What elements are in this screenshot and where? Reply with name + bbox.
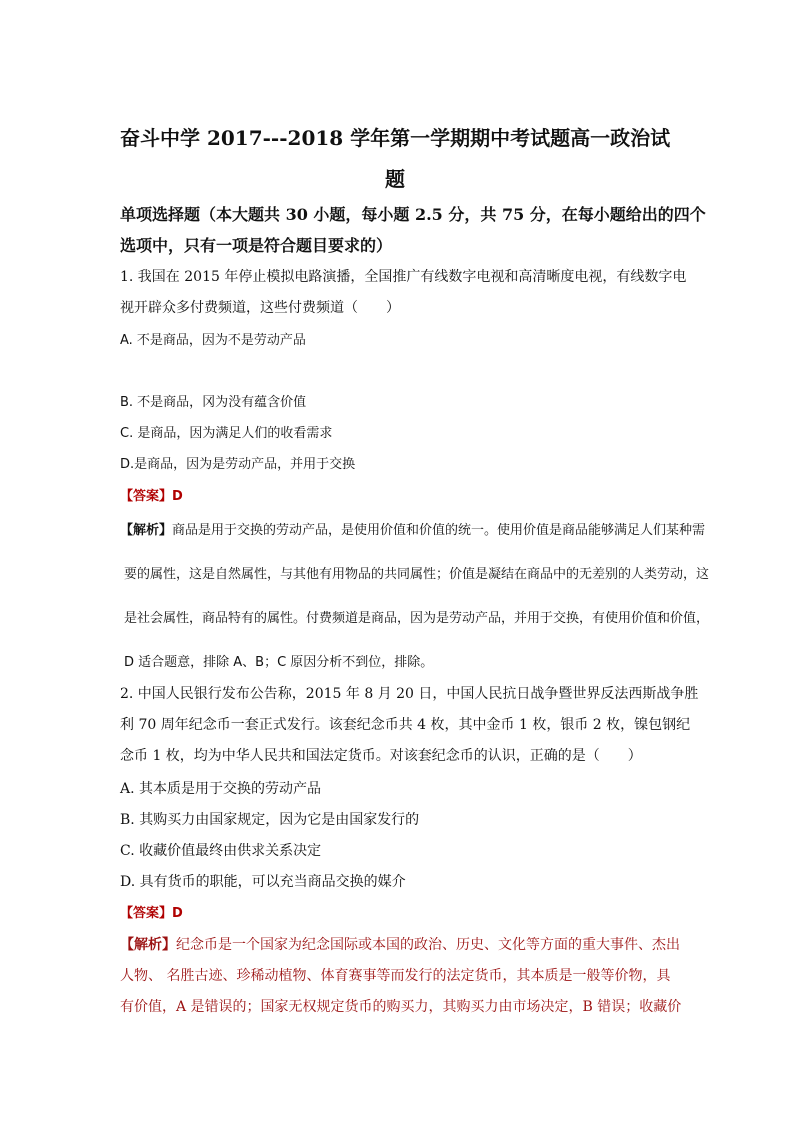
question-2-explanation-line-2: 人物、 名胜古迹、珍稀动植物、体育赛事等而发行的法定货币，其本质是一般等价物，具 xyxy=(120,968,671,984)
answer-value: D xyxy=(172,489,183,504)
answer-label: 【答案】 xyxy=(120,489,173,504)
question-1-option-a: A. 不是商品，因为不是劳动产品 xyxy=(120,333,306,348)
question-1-explanation-line-2: 要的属性，这是自然属性，与其他有用物品的共同属性；价值是凝结在商品中的无差别的人类劳动，这 xyxy=(124,567,710,582)
title-line-1: 奋斗中学 2017---2018 学年第一学期期中考试题高一政治试 xyxy=(120,126,671,150)
answer-label: 【答案】 xyxy=(120,906,173,921)
question-1-explanation-line-1 xyxy=(120,522,705,540)
question-1-answer xyxy=(120,488,183,506)
explanation-text: 商品是用于交换的劳动产品，是使用价值和价值的统一。使用价值是商品能够满足人们某种需 xyxy=(172,523,706,538)
question-1-stem-line-1: 1. 我国在 2015 年停止模拟电路演播，全国推广有线数字电视和高清晰度电视，有线数字电 xyxy=(120,269,687,285)
title-line-2: 题 xyxy=(385,167,405,191)
question-1-stem-line-2: 视开辟众多付费频道，这些付费频道（ ） xyxy=(120,300,400,316)
section-heading-line-2: 选项中，只有一项是符合题目要求的） xyxy=(120,236,393,255)
question-2-option-d: D. 具有货币的职能，可以充当商品交换的媒介 xyxy=(120,874,406,890)
section-heading-line-1: 单项选择题（本大题共 30 小题，每小题 2.5 分，共 75 分，在每小题给出的四个 xyxy=(120,205,706,224)
question-1-option-d: D.是商品，因为是劳动产品，并用于交换 xyxy=(120,457,356,472)
answer-value: D xyxy=(172,906,183,921)
question-1-option-c: C. 是商品，因为满足人们的收看需求 xyxy=(120,426,333,441)
question-2-stem-line-1: 2. 中国人民银行发布公告称，2015 年 8 月 20 日，中国人民抗日战争暨世界反法西斯战争胜 xyxy=(120,686,699,702)
question-2-option-b: B. 其购买力由国家规定，因为它是由国家发行的 xyxy=(120,812,420,828)
question-2-explanation-line-3: 有价值，A 是错误的；国家无权规定货币的购买力，其购买力由市场决定，B 错误；收藏价 xyxy=(120,999,682,1015)
question-1-explanation-line-4: D 适合题意，排除 A、B；C 原因分析不到位，排除。 xyxy=(124,655,434,670)
question-2-stem-line-2: 利 70 周年纪念币一套正式发行。该套纪念币共 4 枚，其中金币 1 枚，银币 2 枚，镍包钢纪 xyxy=(120,717,691,733)
explanation-text: 纪念币是一个国家为纪念国际或本国的政治、历史、文化等方面的重大事件、杰出 xyxy=(176,937,680,953)
question-1-explanation-line-3: 是社会属性，商品特有的属性。付费频道是商品，因为是劳动产品，并用于交换，有使用价值和价值， xyxy=(124,611,710,626)
question-2-explanation-line-1 xyxy=(120,936,680,954)
explanation-label: 【解析】 xyxy=(120,937,176,953)
question-2-option-a: A. 其本质是用于交换的劳动产品 xyxy=(120,781,322,797)
question-2-stem-line-3: 念币 1 枚，均为中华人民共和国法定货币。对该套纪念币的认识，正确的是（ ） xyxy=(120,748,642,764)
question-2-option-c: C. 收藏价值最终由供求关系决定 xyxy=(120,843,322,859)
explanation-label: 【解析】 xyxy=(120,523,173,538)
question-1-option-b: B. 不是商品，冈为没有蕴含价值 xyxy=(120,395,307,410)
question-2-answer xyxy=(120,905,183,923)
